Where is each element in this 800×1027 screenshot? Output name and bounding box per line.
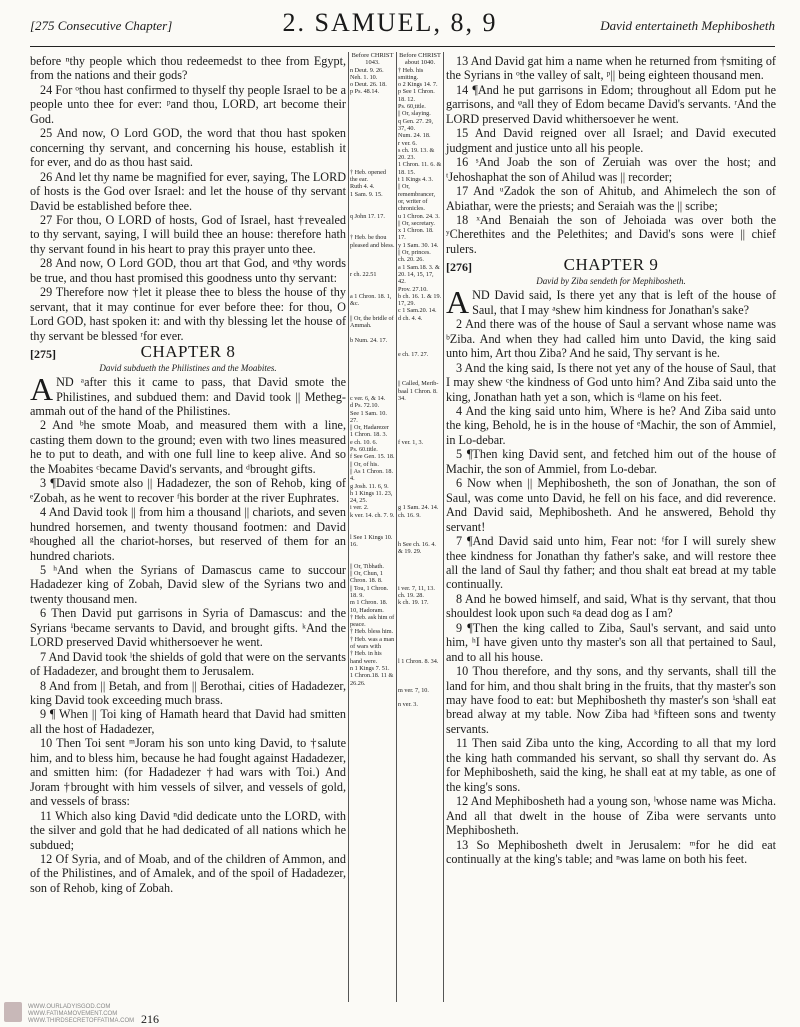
margin-note xyxy=(398,468,442,475)
margin-note: i ver. 7, 11, 13. xyxy=(398,584,435,592)
verse: 13 So Mephibosheth dwelt in Jerusalem: ᵐfor he did eat continually at the king's table; and ⁿwas lame on both his feet. xyxy=(446,837,776,867)
running-header xyxy=(30,8,775,46)
verse: 7 ¶And David said unto him, Fear not: ᶠfor I will surely shew thee kindness for Jonathan thy father's sake, and will restore thee all the land of Saul thy father; and thou shalt eat bread at my table continually. xyxy=(446,534,776,592)
margin-note xyxy=(350,147,395,154)
drop-cap: A xyxy=(30,371,54,408)
margin-note: k ch. 19. 17. xyxy=(398,599,429,607)
verse: 6 Then David put garrisons in Syria of Damascus: and the Syrians ⁱbecame servants to David, and brought gifts. ᵏAnd the LORD preserved David whithersoever he went. xyxy=(30,606,346,650)
footer-url: WWW.THIRDSECRETOFFATIMA.COM xyxy=(28,1018,135,1024)
verse: 12 And Mephibosheth had a young son, ˡwhose name was Micha. And all that dwelt in the house of Ziba were servants unto Mephibosheth. xyxy=(446,794,776,838)
margin-note: ch. 16. 9. xyxy=(398,511,421,519)
margin-note xyxy=(398,402,442,409)
margin-note xyxy=(350,526,395,533)
margin-note xyxy=(398,497,442,504)
margin-note xyxy=(398,483,442,490)
margin-note xyxy=(398,665,442,672)
margin-note xyxy=(398,636,442,643)
margin-note xyxy=(350,205,395,212)
margin-note: h 1 Kings 11. 23, 24, 25. xyxy=(350,489,393,505)
margin-note xyxy=(398,446,442,453)
margin-note: † Heb. opened the ear. xyxy=(350,168,386,184)
verse: 14 ¶And he put garrisons in Edom; throughout all Edom put he garrisons, and ᵠall they of Edom became David's servants. ʳAnd the LORD preserved David whithersoever he went. xyxy=(446,82,776,126)
verse xyxy=(30,371,346,418)
margin-note: † Heb. was a man of wars with xyxy=(350,635,395,651)
verse: 11 Then said Ziba unto the king, According to all that my lord the king hath commanded his servant, so shall thy servant do. As for Mephibosheth, said the king, he shall eat at my table, as one of the king's sons. xyxy=(446,736,776,794)
margin-note: n ver. 3. xyxy=(398,701,418,709)
left-text-column xyxy=(30,54,346,895)
chapter-title: CHAPTER 8 xyxy=(140,342,236,362)
footer-url: WWW.OURLADYISGOD.COM xyxy=(28,1004,111,1010)
verse: 29 Therefore now †let it please thee to bless the house of thy servant, that it may continue for ever before thee: for thou, O Lord GOD, hast spoken it: and with thy blessing let the house of thy servant be blessed ʳfor ever. xyxy=(30,285,346,343)
margin-note xyxy=(398,410,442,417)
page-topic: David entertaineth Mephibosheth xyxy=(600,18,775,33)
margin-note: e ch. 10. 6. xyxy=(350,438,378,446)
margin-note: l 1 Chron. 8. 34. xyxy=(398,657,439,665)
margin-note xyxy=(350,154,395,161)
column-divider xyxy=(443,52,444,1002)
margin-note: p Ps. 48.14. xyxy=(350,88,380,96)
column-divider xyxy=(348,52,349,1002)
margin-note xyxy=(350,329,395,336)
margin-note: || Or, princes. xyxy=(398,249,431,257)
margin-note: † Heb. bless him. xyxy=(350,628,394,636)
verse: 3 And the king said, Is there not yet any of the house of Saul, that I may shew ᶜthe kindness of God unto him? And Ziba said unto the king, Jonathan hath yet a son, which is ᵈlame on his feet. xyxy=(446,360,776,404)
margin-note xyxy=(350,220,395,227)
margin-note: f ver. 1, 3. xyxy=(398,438,424,446)
margin-note: c 1 Sam.20. 14. xyxy=(398,307,437,315)
chapter-summary: David by Ziba sendeth for Mephibosheth. xyxy=(536,276,686,287)
margin-note: || Or, remembrancer, or, writer of chronicles. xyxy=(398,183,436,213)
footer-url: WWW.FATIMAMOVEMENT.COM xyxy=(28,1011,118,1017)
margin-note xyxy=(350,380,395,387)
margin-date-heading: Before CHRIST 1043. xyxy=(351,52,394,67)
margin-note: || Or, Chun, 1 Chron. 18. 8. xyxy=(350,570,383,585)
header-rule xyxy=(30,46,775,47)
margin-note: o Deut. 26. 18. xyxy=(350,81,387,89)
margin-note: || Or, slaying. xyxy=(398,110,431,118)
verse: 13 And David gat him a name when he returned from †smiting of the Syrians in ᵒthe valley of salt, ᵖ|| being eighteen thousand men. xyxy=(446,54,776,83)
margin-note: a 1 Chron. 18. 1, &c. xyxy=(350,292,392,308)
right-margin-notes xyxy=(398,52,442,709)
page-number: 216 xyxy=(141,1012,159,1026)
margin-note: † Heb. his smiting. xyxy=(398,66,424,81)
verse: 5 ¶Then king David sent, and fetched him out of the house of Machir, the son of Ammiel, from Lo-debar. xyxy=(446,447,776,476)
margin-note xyxy=(350,286,395,293)
consecutive-chapter-label: [275 Consecutive Chapter] xyxy=(30,18,173,33)
margin-note: a 1 Sam.18. 3. & 20. 14, 15, 17, 42. xyxy=(398,263,440,286)
margin-note: k ver. 14. ch. 7. 9. xyxy=(350,511,395,519)
margin-note xyxy=(350,110,395,117)
verse: 10 Then Toi sent ᵐJoram his son unto king David, to †salute him, and to bless him, because he had fought against Hadadezer, and smitten him: (for Hadadezer †had wars with Toi.) And Joram †brought with him vessels of silver, and vessels of gold, and vessels of brass: xyxy=(30,736,346,809)
margin-note: 1 Chron. 11. 6. & 18. 15. xyxy=(398,161,442,176)
margin-note: Ps. 60.title. xyxy=(350,446,378,454)
verse: 17 And ᵘZadok the son of Ahitub, and Ahimelech the son of Abiathar, were the priests; and Seraiah was the || scribe; xyxy=(446,184,776,213)
margin-note: d Ps. 72.10. xyxy=(350,402,380,410)
margin-note xyxy=(398,607,442,614)
margin-note: || Called, Merib-baal 1 Chron. 8. 34. xyxy=(398,380,439,402)
margin-note xyxy=(398,614,442,621)
margin-note xyxy=(398,621,442,628)
verse: 24 For ᵒthou hast confirmed to thyself thy people Israel to be a people unto thee for ever: ᵖand thou, LORD, art become their God. xyxy=(30,82,346,126)
margin-note: m ver. 7, 10. xyxy=(398,686,429,694)
margin-note xyxy=(398,358,442,365)
margin-note xyxy=(398,672,442,679)
chapter-heading xyxy=(446,255,776,276)
margin-note xyxy=(398,344,442,351)
margin-note xyxy=(350,388,395,395)
margin-note: † Heb. in his hand were. xyxy=(350,650,382,665)
margin-note xyxy=(398,322,442,329)
margin-note: n 1 Kings 7. 51. xyxy=(350,664,390,672)
margin-note xyxy=(350,351,395,358)
verse: 10 Thou therefore, and thy sons, and thy servants, shall till the land for him, and thou shalt bring in the fruits, that thy master's son may have food to eat: but Mephibosheth thy master's son ⁱshall eat bread alway at my table. Now Ziba had ᵏfifteen sons and twenty servants. xyxy=(446,664,776,736)
margin-note xyxy=(350,140,395,147)
margin-note: ch. 19. 28. xyxy=(398,591,424,599)
margin-note xyxy=(350,278,395,285)
margin-note: t 1 Kings 4. 3. xyxy=(398,176,434,184)
margin-note xyxy=(350,227,395,234)
margin-note xyxy=(398,534,442,541)
margin-note: || Or, the bridle of Ammah. xyxy=(350,314,394,329)
verse: 18 ˣAnd Benaiah the son of Jehoiada was over both the ʸCherethites and the Pelethites; and David's sons were || chief rulers. xyxy=(446,212,776,256)
margin-note: p See 1 Chron. 18. 12. xyxy=(398,88,435,103)
verse: 7 And David took ˡthe shields of gold that were on the servants of Hadadezer, and brought them to Jerusalem. xyxy=(30,649,346,679)
margin-note: Prov. 27.10. xyxy=(398,285,428,293)
margin-note: || Tou, 1 Chron. 18. 9. xyxy=(350,584,389,599)
margin-note: f See Gen. 15. 18. xyxy=(350,453,395,461)
margin-note: † Heb. ask him of peace. xyxy=(350,613,395,629)
chapter-number: [276] xyxy=(446,260,472,275)
margin-note xyxy=(398,424,442,431)
margin-note: i ver. 2. xyxy=(350,504,369,512)
verse: 9 ¶ When || Toi king of Hamath heard that David had smitten all the host of Hadadezer, xyxy=(30,707,346,736)
verse: 12 Of Syria, and of Moab, and of the children of Ammon, and of the Philistines, and of Amalek, and of the spoil of Hadadezer, son of Rehob, king of Zobah. xyxy=(30,852,346,895)
margin-note: Neh. 1. 10. xyxy=(350,73,378,81)
margin-note xyxy=(398,526,442,533)
margin-note: || Or, secretary. xyxy=(398,219,435,227)
verse: 15 And David reigned over all Israel; and David executed judgment and justice unto all his people. xyxy=(446,126,776,155)
margin-note: e ch. 17. 27. xyxy=(398,351,429,359)
book-title: 2. SAMUEL, 8, 9 xyxy=(282,8,498,37)
margin-note: || As 1 Chron. 18. 4. xyxy=(350,467,394,483)
margin-note xyxy=(398,453,442,460)
margin-note xyxy=(350,358,395,365)
margin-note: Ruth 4. 4. xyxy=(350,183,375,191)
margin-note xyxy=(350,344,395,351)
margin-note xyxy=(350,256,395,263)
margin-note xyxy=(398,680,442,687)
margin-note xyxy=(398,373,442,380)
margin-note xyxy=(398,366,442,373)
margin-note xyxy=(350,249,395,256)
chapter-number: [275] xyxy=(30,347,56,362)
margin-note: See 1 Sam. 10. 27. xyxy=(350,409,387,424)
verse: 5 ʰAnd when the Syrians of Damascus came to succour Hadadezer king of Zobah, David slew of the Syrians two and twenty thousand men. xyxy=(30,562,346,606)
verse: 9 ¶Then the king called to Ziba, Saul's servant, and said unto him, ʰI have given unto thy master's son all that pertained to Saul, and to all his house. xyxy=(446,620,776,664)
chapter-title: CHAPTER 9 xyxy=(563,255,659,275)
margin-note xyxy=(350,132,395,139)
margin-note xyxy=(398,490,442,497)
column-divider xyxy=(396,52,397,1002)
verse: 4 And David took || from him a thousand || chariots, and seven hundred horsemen, and twenty thousand footmen: and David ᵍhoughed all the chariot-horses, but reserved of them for an hundred chariots. xyxy=(30,505,346,563)
margin-note: x 1 Chron. 18. 17. xyxy=(398,227,434,242)
footer-urls xyxy=(28,1004,134,1025)
margin-note xyxy=(398,519,442,526)
margin-note: b ch. 16. 1. & 19. 17, 29. xyxy=(398,292,442,308)
margin-note xyxy=(398,337,442,344)
margin-note xyxy=(350,118,395,125)
margin-note: || Or, Tibhath. xyxy=(350,562,384,570)
margin-note xyxy=(398,417,442,424)
margin-note xyxy=(350,125,395,132)
margin-note: g 1 Sam. 24. 14. xyxy=(398,504,439,512)
margin-note xyxy=(350,96,395,103)
verse: 4 And the king said unto him, Where is he? And Ziba said unto the king, Behold, he is in the house of ᵉMachir, the son of Ammiel, in Lo-debar. xyxy=(446,403,776,447)
margin-note: ch. 20. 26. xyxy=(398,256,424,264)
publisher-logo-icon xyxy=(4,1002,22,1022)
left-margin-notes xyxy=(350,52,395,687)
margin-note xyxy=(350,366,395,373)
margin-note xyxy=(398,628,442,635)
verse: 8 And from || Betah, and from || Berothai, cities of Hadadezer, king David took exceeding much brass. xyxy=(30,678,346,708)
verse: 27 For thou, O LORD of hosts, God of Israel, hast †revealed to thy servant, saying, I will build thee an house: therefore hath thy servant found in his heart to pray this prayer unto thee. xyxy=(30,212,346,256)
margin-note: h See ch. 16. 4. & 19. 29. xyxy=(398,540,436,556)
margin-note: n Deut. 9. 26. xyxy=(350,66,384,74)
drop-cap: A xyxy=(446,284,470,321)
verse: 3 ¶David smote also || Hadadezer, the son of Rehob, king of ᵉZobah, as he went to recover ᶠhis border at the river Euphrates. xyxy=(30,476,346,505)
margin-note: r ver. 6. xyxy=(398,139,417,147)
verse: 8 And he bowed himself, and said, What is thy servant, that thou shouldest look upon such ᵍa dead dog as I am? xyxy=(446,591,776,621)
margin-note xyxy=(398,643,442,650)
margin-note xyxy=(398,329,442,336)
margin-note: 1 Chron.18. 11 & 26.26. xyxy=(350,672,394,687)
margin-note: m 1 Chron. 18. 10, Hadoram. xyxy=(350,599,388,614)
margin-note: Num. 24. 18. xyxy=(398,132,431,140)
margin-note: || Or, of his. xyxy=(350,460,379,468)
chapter-heading xyxy=(30,342,346,363)
verse: 28 And now, O Lord GOD, thou art that God, and ᵠthy words be true, and thou hast promised this goodness unto thy servant: xyxy=(30,256,346,285)
margin-date-heading: Before CHRIST about 1040. xyxy=(399,52,441,67)
margin-note xyxy=(350,373,395,380)
margin-note: r ch. 22.51 xyxy=(350,270,377,278)
margin-note xyxy=(398,650,442,657)
margin-note xyxy=(350,555,395,562)
verse: 6 Now when || Mephibosheth, the son of Jonathan, the son of Saul, was come unto David, he fell on his face, and did reverence. And David said, Mephibosheth. And he answered, Behold thy servant! xyxy=(446,476,776,534)
margin-note: o 2 Kings 14. 7. xyxy=(398,81,438,89)
margin-note: q John 17. 17. xyxy=(350,212,385,220)
verse-text: ND David said, Is there yet any that is left of the house of Saul, that I may ᵃshew him kindness for Jonathan's sake? xyxy=(472,288,776,317)
verse: 2 And ᵇhe smote Moab, and measured them with a line, casting them down to the ground; even with two lines measured he to put to death, and with one full line to keep alive. And so the Moabites ᶜbecame David's servants, and ᵈbrought gifts. xyxy=(30,418,346,476)
margin-note xyxy=(350,264,395,271)
margin-note xyxy=(398,563,442,570)
margin-note xyxy=(398,694,442,701)
margin-note: || Or, Hadarezer xyxy=(350,424,389,432)
margin-note: y 1 Sam. 30. 14. xyxy=(398,241,439,249)
right-text-column xyxy=(446,54,776,866)
verse: before ⁿthy people which thou redeemedst to thee from Egypt, from the nations and their gods? xyxy=(30,54,346,83)
margin-note xyxy=(350,307,395,314)
margin-note xyxy=(398,431,442,438)
margin-note xyxy=(398,570,442,577)
verse xyxy=(446,284,776,321)
margin-note: q Gen. 27. 29, 37, 40. xyxy=(398,117,434,132)
margin-note: l See 1 Kings 10. 16. xyxy=(350,533,393,548)
verse: 25 And now, O Lord GOD, the word that thou hast spoken concerning thy servant, and concerning his house, establish it for ever, and do as thou hast said. xyxy=(30,126,346,170)
margin-note xyxy=(398,577,442,584)
margin-note: d ch. 4. 4. xyxy=(398,314,423,322)
margin-note: 1 Sam. 9. 15. xyxy=(350,190,383,198)
margin-note: c ver. 6, & 14. xyxy=(350,394,386,402)
margin-note xyxy=(398,461,442,468)
margin-note xyxy=(350,519,395,526)
verse: 26 And let thy name be magnified for ever, saying, The LORD of hosts is the God over Israel: and let the house of thy servant David be established before thee. xyxy=(30,169,346,213)
verse: 11 Which also king David ⁿdid dedicate unto the LORD, with the silver and gold that he had dedicated of all nations which he subdued; xyxy=(30,808,346,852)
verse: 16 ˢAnd Joab the son of Zeruiah was over the host; and ᵗJehoshaphat the son of Ahilud was || recorder; xyxy=(446,155,776,184)
margin-note: † Heb. be thou pleased and bless. xyxy=(350,234,395,249)
verse-text: ND ᵃafter this it came to pass, that David smote the Philistines, and subdued them: and David took || Metheg-ammah out of the hand of the Philistines. xyxy=(30,375,346,418)
margin-note: 1 Chron. 18. 3. xyxy=(350,431,388,439)
margin-note: g Josh. 11. 6, 9. xyxy=(350,482,389,490)
margin-note: u 1 Chron. 24. 3. xyxy=(398,212,440,220)
margin-note xyxy=(350,161,395,168)
margin-note xyxy=(350,548,395,555)
margin-note xyxy=(398,555,442,562)
margin-note xyxy=(398,475,442,482)
margin-note xyxy=(350,198,395,205)
margin-note: b Num. 24. 17. xyxy=(350,336,388,344)
verse: 2 And there was of the house of Saul a servant whose name was ᵇZiba. And when they had called him unto David, the king said unto him, Art thou Ziba? And he said, Thy servant is he. xyxy=(446,317,776,361)
margin-note xyxy=(350,103,395,110)
chapter-summary: David subdueth the Philistines and the Moabites. xyxy=(99,363,277,374)
margin-note: Ps. 60,title. xyxy=(398,103,426,111)
margin-note: s ch. 19. 13. & 20. 23. xyxy=(398,146,435,162)
